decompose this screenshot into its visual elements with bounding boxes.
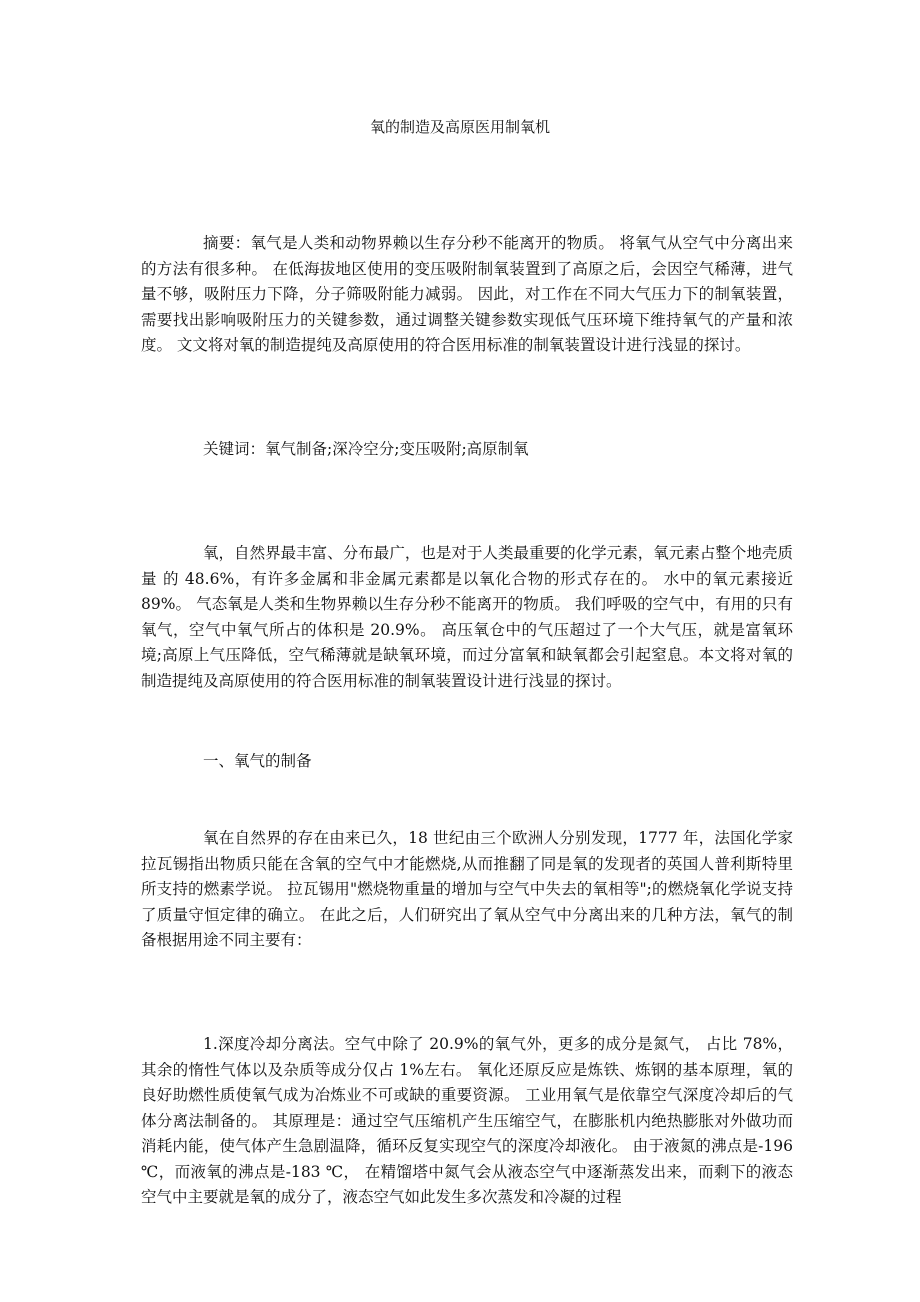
history-paragraph: 氧在自然界的存在由来已久，18 世纪由三个欧洲人分别发现，1777 年，法国化学家拉瓦锡指出物质只能在含氧的空气中才能燃烧,从而推翻了同是氧的发现者的英国人普利斯特里所支持的燃素学说。 拉瓦锡用"燃烧物重量的增加与空气中失去的氧相等";的燃烧氧化学说支持了质量守恒定律的确立。 在此之后，人们研究出了氧从空气中分离出来的几种方法，氧气的制备根据用途不同主要有： [141,829,793,949]
keywords-line: 关键词：氧气制备;深冷空分;变压吸附;高原制氧 [203,440,529,458]
document-title: 氧的制造及高原医用制氧机 [369,118,550,136]
section-heading-1: 一、氧气的制备 [203,752,312,770]
abstract-paragraph: 摘要：氧气是人类和动物界赖以生存分秒不能离开的物质。 将氧气从空气中分离出来的方法有很多种。 在低海拔地区使用的变压吸附制氧装置到了高原之后，会因空气稀薄，进气量不够，吸附压力下降，分子筛吸附能力减弱。 因此，对工作在不同大气压力下的制氧装置，需要找出影响吸附压力的关键参数，通过调整关键参数实现低气压环境下维持氧气的产量和浓度。 文文将对氧的制造提纯及高原使用的符合医用标准的制氧装置设计进行浅显的探讨。 [141,234,793,354]
intro-paragraph: 氧，自然界最丰富、分布最广，也是对于人类最重要的化学元素，氧元素占整个地壳质量 的 48.6%，有许多金属和非金属元素都是以氧化合物的形式存在的。 水中的氧元素接近 89%。 气态氧是人类和生物界赖以生存分秒不能离开的物质。 我们呼吸的空气中，有用的只有氧气，空气中氧气所占的体积是 20.9%。 高压氧仓中的气压超过了一个大气压，就是富氧环境;高原上气压降低，空气稀薄就是缺氧环境，而过分富氧和缺氧都会引起窒息。本文将对氧的制造提纯及高原使用的符合医用标准的制氧装置设计进行浅显的探讨。 [141,544,793,690]
method-1-paragraph: 1.深度冷却分离法。空气中除了 20.9%的氧气外，更多的成分是氮气， 占比 78%，其余的惰性气体以及杂质等成分仅占 1%左右。 氧化还原反应是炼铁、炼钢的基本原理，氧的良好助燃性质使氧气成为冶炼业不可或缺的重要资源。 工业用氧气是依靠空气深度冷却后的气体分离法制备的。 其原理是：通过空气压缩机产生压缩空气，在膨胀机内绝热膨胀对外做功而消耗内能，使气体产生急剧温降，循环反复实现空气的深度冷却液化。 由于液氮的沸点是-196 ℃，而液氧的沸点是-183 ℃， 在精馏塔中氮气会从液态空气中逐渐蒸发出来，而剩下的液态空气中主要就是氧的成分了，液态空气如此发生多次蒸发和冷凝的过程 [141,1035,793,1206]
